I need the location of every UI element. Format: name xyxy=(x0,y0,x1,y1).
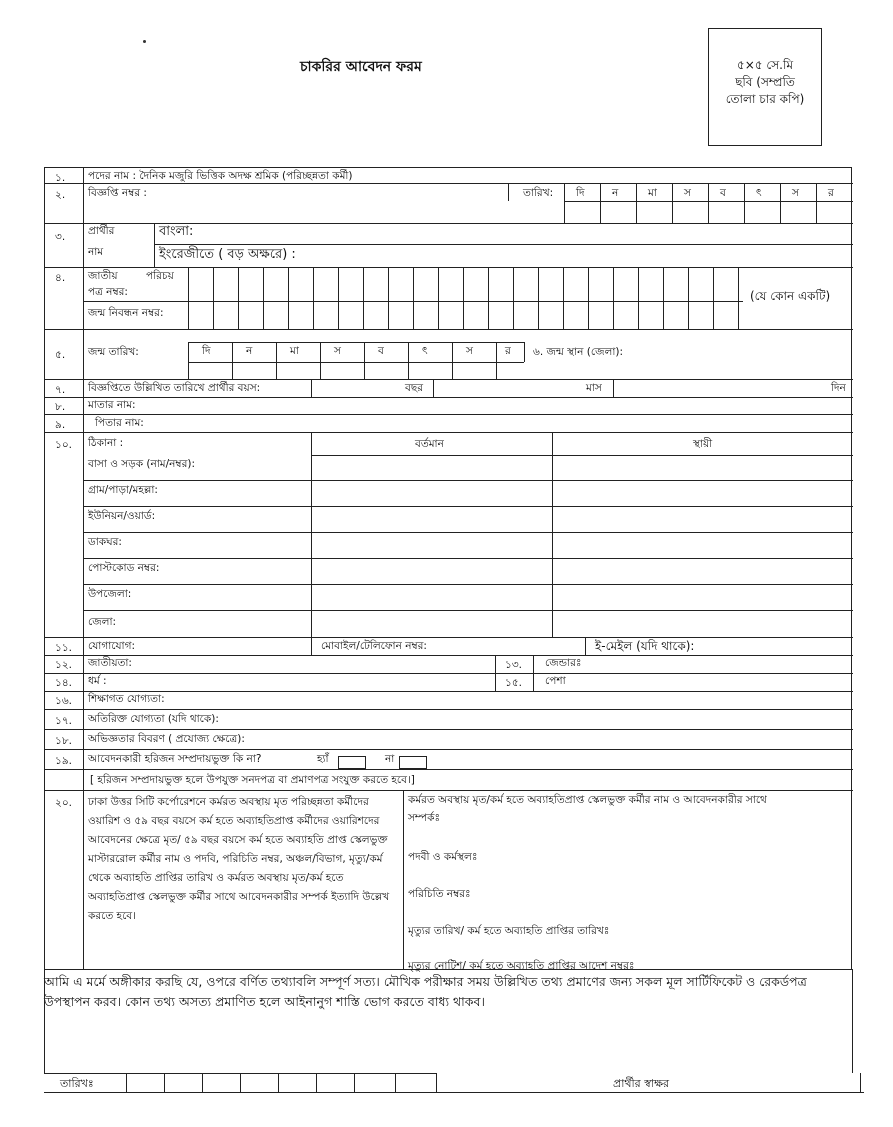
speck xyxy=(143,40,146,43)
id-number-label: পরিচিতি নম্বরঃ xyxy=(408,888,471,900)
dob-cell: স xyxy=(334,345,341,357)
permanent-address-header: স্থায়ী xyxy=(693,438,713,450)
religion-label: ধর্ম : xyxy=(88,675,107,687)
row-3-number: ৩. xyxy=(55,231,66,243)
harijan-question-label: আবেদনকারী হরিজন সম্প্রদায়ভুক্ত কি না? xyxy=(88,753,262,765)
address-postcode: পোস্টকোড নম্বর: xyxy=(88,562,160,574)
age-month-label: মাস xyxy=(586,382,602,394)
dob-cell: ন xyxy=(246,345,253,357)
photo-box xyxy=(708,28,822,146)
relation-label: কর্মরত অবস্থায় মৃত/কর্ম হতে অব্যাহতিপ্রাপ্ত স্কেলভুক্ত কর্মীর নাম ও আবেদনকারীর সাথে xyxy=(408,794,767,806)
circular-date-label: তারিখ: xyxy=(523,187,554,199)
email-label: ই-মেইল (যদি থাকে): xyxy=(595,639,695,653)
designation-workplace-label: পদবী ও কর্মস্থলঃ xyxy=(408,851,478,863)
row-12-number: ১২. xyxy=(55,659,72,671)
present-address-header: বর্তমান xyxy=(415,438,444,450)
dob-cell: ব xyxy=(378,345,384,357)
dob-label: জন্ম তারিখ: xyxy=(88,346,139,358)
birth-district-label: ৬. জন্ম স্থান (জেলা): xyxy=(533,346,624,358)
nationality-label: জাতীয়তা: xyxy=(88,657,132,669)
circular-date-cell: ন xyxy=(612,187,619,199)
footer-date-label: তারিখঃ xyxy=(60,1077,94,1090)
row-5-number: ৫. xyxy=(55,349,66,361)
circular-date-cell: মা xyxy=(648,187,657,199)
row-8-number: ৮. xyxy=(55,401,66,413)
mobile-label: মোবাইল/টেলিফোন নম্বর: xyxy=(321,640,427,652)
row-14-number: ১৪. xyxy=(55,677,72,689)
photo-line-1: ৫×৫ সে.মি xyxy=(736,58,794,72)
circular-date-cell: স xyxy=(792,187,799,199)
row-13-number: ১৩. xyxy=(505,659,522,671)
address-label: ঠিকানা : xyxy=(88,437,124,449)
gender-label: জেন্ডারঃ xyxy=(545,657,582,669)
harijan-yes-label: হ্যাঁ xyxy=(317,753,329,765)
contact-label: যোগাযোগ: xyxy=(88,640,136,652)
relation-label-2: সম্পর্কঃ xyxy=(408,812,441,824)
age-label: বিজ্ঞপ্তিতে উল্লিখিত তারিখে প্রার্থীর বয়স: xyxy=(88,382,261,394)
circular-date-cell: ব xyxy=(720,187,726,199)
address-union: ইউনিয়ন/ওয়ার্ড: xyxy=(88,510,156,522)
dob-cell: ৎ xyxy=(422,345,428,357)
age-year-label: বছর xyxy=(405,382,423,394)
photo-line-3: তোলা চার কপি) xyxy=(725,92,805,106)
profession-label: পেশা xyxy=(545,675,566,687)
row-2-number: ২. xyxy=(55,189,66,201)
photo-line-2: ছবি (সম্প্রতি xyxy=(735,75,795,89)
address-upazila: উপজেলা: xyxy=(88,588,132,600)
dob-cell: র xyxy=(505,345,511,357)
application-form-table xyxy=(44,167,852,970)
death-release-date-label: মৃত্যুর তারিখ/ কর্ম হতে অব্যাহতি প্রাপ্তির তারিখঃ xyxy=(408,925,610,937)
dob-cell: দি xyxy=(202,345,211,357)
row-19-number: ১৯. xyxy=(55,755,72,767)
father-name-label: পিতার নাম: xyxy=(95,417,144,429)
education-label: শিক্ষাগত যোগ্যতা: xyxy=(88,693,165,705)
mother-name-label: মাতার নাম: xyxy=(88,399,136,411)
row-1-number: ১. xyxy=(55,172,66,184)
row-18-number: ১৮. xyxy=(55,735,72,747)
address-district: জেলা: xyxy=(88,616,117,628)
applicant-name-label: প্রার্থীর xyxy=(88,225,115,237)
form-title: চাকরির আবেদন ফরম xyxy=(300,59,422,75)
birth-reg-label: জন্ম নিবন্ধন নম্বর: xyxy=(88,307,164,319)
row-7-number: ৭. xyxy=(55,384,66,396)
circular-date-cell: স xyxy=(684,187,691,199)
address-village: গ্রাম/পাড়া/মহল্লা: xyxy=(88,484,158,496)
post-name-label: পদের নাম : দৈনিক মজুরি ভিত্তিক অদক্ষ শ্রমিক (পরিচ্ছন্নতা কর্মী) xyxy=(88,170,353,182)
harijan-note: [ হরিজন সম্প্রদায়ভুক্ত হলে উপযুক্ত সনদপত্র বা প্রমাণপত্র সংযুক্ত করতে হবে।] xyxy=(90,774,415,786)
address-house-road: বাসা ও সড়ক (নাম/নম্বর): xyxy=(88,458,196,470)
applicant-name-label-2: নাম xyxy=(88,246,104,258)
dob-cell: স xyxy=(466,345,473,357)
nid-label: জাতীয় xyxy=(88,270,118,282)
nid-label-2: পত্র নম্বর: xyxy=(88,286,128,298)
row-9-number: ৯. xyxy=(55,419,66,431)
row-17-number: ১৭. xyxy=(55,715,72,727)
circular-number-label: বিজ্ঞপ্তি নম্বর : xyxy=(88,187,147,199)
row-10-number: ১০. xyxy=(55,439,72,451)
row-15-number: ১৫. xyxy=(505,677,522,689)
one-of-note: (যে কোন একটি) xyxy=(750,289,831,303)
name-bangla-label: বাংলা: xyxy=(159,224,194,239)
nid-label-b: পরিচয় xyxy=(146,270,174,282)
row-11-number: ১১. xyxy=(55,642,72,654)
name-english-label: ইংরেজীতে ( বড় অক্ষরে) : xyxy=(159,247,296,262)
declaration-text: আমি এ মর্মে অঙ্গীকার করছি যে, ওপরে বর্ণিত তথ্যাবলি সম্পূর্ণ সত্য। মৌখিক পরীক্ষার সময় উল্লিখিত তথ্য প্রমাণের জন্য সকল মূল সার্টিফিকেট ও রেকর্ডপত্র উপস্থাপন করব। কোন তথ্য অসত্য প্রমাণিত হলে আইনানুগ শাস্তি ভোগ করতে বাধ্য থাকব। xyxy=(44,974,807,1009)
experience-label: অভিজ্ঞতার বিবরণ ( প্রযোজ্য ক্ষেত্রে): xyxy=(88,733,245,745)
dob-cell: মা xyxy=(290,345,299,357)
harijan-no-checkbox[interactable] xyxy=(399,756,427,769)
applicant-signature-label: প্রার্থীর স্বাক্ষর xyxy=(613,1077,670,1090)
age-day-label: দিন xyxy=(831,382,846,394)
circular-date-cell: দি xyxy=(576,187,585,199)
death-notice-order-label: মৃত্যুর নোটিশ/ কর্ম হতে অব্যাহতি প্রাপ্তির আদেশ নম্বরঃ xyxy=(408,960,635,972)
circular-date-cell: ৎ xyxy=(756,187,762,199)
circular-date-cell: র xyxy=(828,187,834,199)
deceased-staff-instructions: ঢাকা উত্তর সিটি কর্পোরেশনে কর্মরত অবস্থায় মৃত পরিচ্ছন্নতা কর্মীদের ওয়ারিশ ও ৫৯ বছর বয়সে কর্ম হতে অব্যাহতিপ্রাপ্ত কর্মীদের ওয়ারিশদের আবেদনের ক্ষেত্রে মৃত/ ৫৯ বছর বয়সে কর্ম হতে অব্যাহতি প্রাপ্ত স্কেলভুক্ত মাস্টাররোল কর্মীর নাম ও পদবি, পরিচিতি নম্বর, অঞ্চল/বিভাগ, মৃত্যু/কর্ম থেকে অব্যাহতি প্রাপ্তির তারিখ ও কর্মরত অবস্থায় মৃত/কর্ম হতে অব্যাহতিপ্রাপ্ত স্কেলভুক্ত কর্মীর সাথে আবেদনকারীর সম্পর্ক ইত্যাদি উল্লেখ করতে হবে। xyxy=(88,796,390,922)
address-post-office: ডাকঘর: xyxy=(88,536,122,548)
row-20-number: ২০. xyxy=(55,797,72,809)
harijan-yes-checkbox[interactable] xyxy=(338,756,366,769)
row-4-number: ৪. xyxy=(55,272,66,284)
harijan-no-label: না xyxy=(385,753,395,765)
row-16-number: ১৬. xyxy=(55,695,72,707)
extra-qualification-label: অতিরিক্ত যোগ্যতা (যদি থাকে): xyxy=(88,713,219,725)
